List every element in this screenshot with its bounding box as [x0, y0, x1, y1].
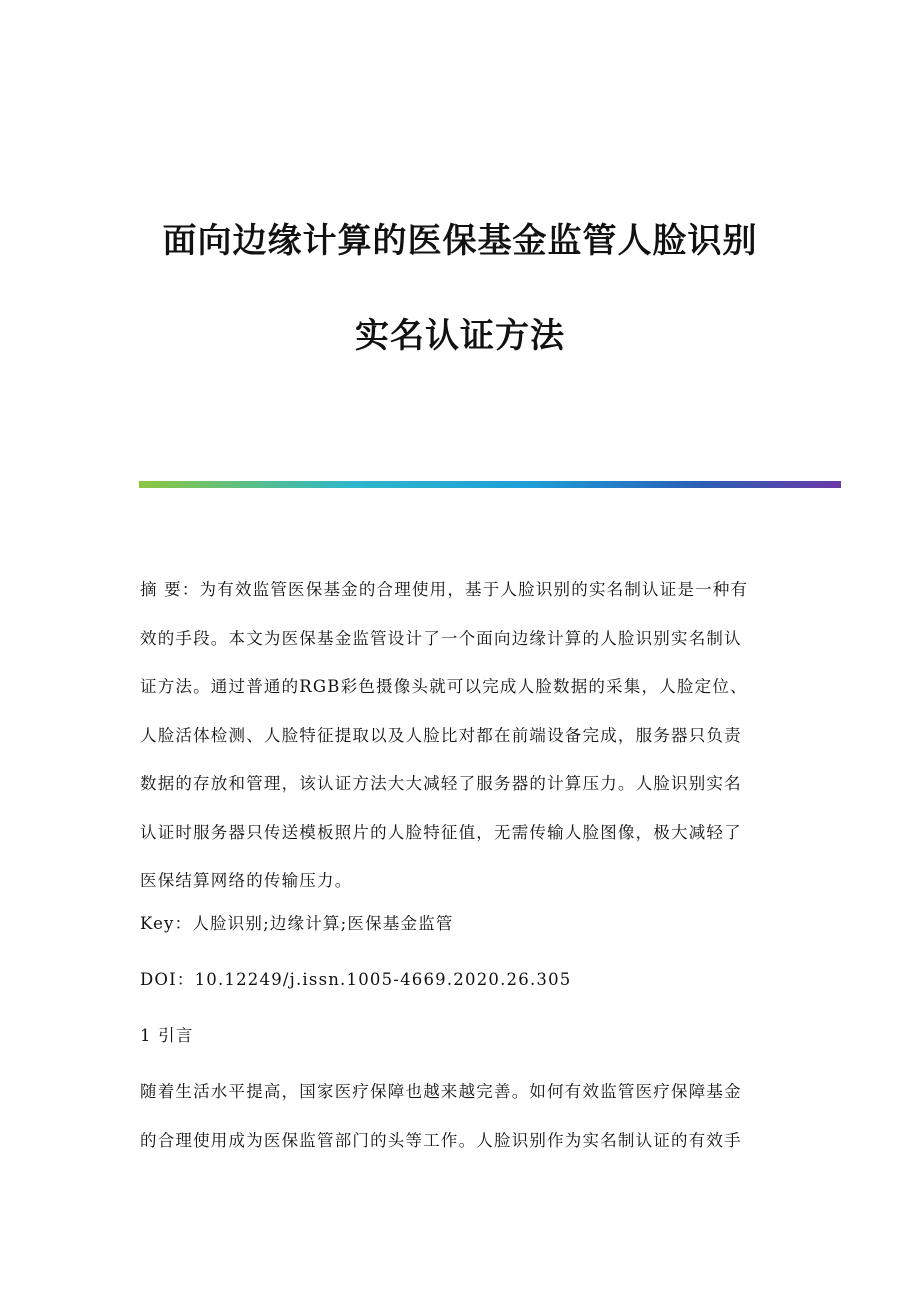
abstract-line: 摘 要：为有效监管医保基金的合理使用，基于人脸识别的实名制认证是一种有: [140, 580, 749, 599]
abstract-line: 认证时服务器只传送模板照片的人脸特征值，无需传输人脸图像，极大减轻了: [140, 822, 742, 842]
intro-paragraph: [140, 1068, 780, 1165]
title-line-2: 实名认证方法: [355, 316, 565, 356]
section-heading: 1 引言: [140, 1026, 194, 1045]
abstract-line: 证方法。通过普通的RGB彩色摄像头就可以完成人脸数据的采集，人脸定位、: [140, 677, 748, 696]
title-line-1: 面向边缘计算的医保基金监管人脸识别: [162, 221, 758, 261]
keywords-line: Key：人脸识别;边缘计算;医保基金监管: [140, 914, 454, 933]
gradient-divider: [139, 481, 841, 488]
abstract-line: 人脸活体检测、人脸特征提取以及人脸比对都在前端设备完成，服务器只负责: [140, 725, 742, 745]
abstract-line: 医保结算网络的传输压力。: [140, 871, 353, 890]
abstract-paragraph: [140, 566, 780, 906]
doi-line: DOI：10.12249/j.issn.1005-4669.2020.26.305: [140, 970, 572, 989]
abstract-line: 效的手段。本文为医保基金监管设计了一个面向边缘计算的人脸识别实名制认: [140, 628, 742, 648]
intro-line: 的合理使用成为医保监管部门的头等工作。人脸识别作为实名制认证的有效手: [140, 1130, 742, 1150]
intro-line: 随着生活水平提高，国家医疗保障也越来越完善。如何有效监管医疗保障基金: [140, 1082, 742, 1101]
abstract-line: 数据的存放和管理，该认证方法大大减轻了服务器的计算压力。人脸识别实名: [140, 774, 742, 793]
